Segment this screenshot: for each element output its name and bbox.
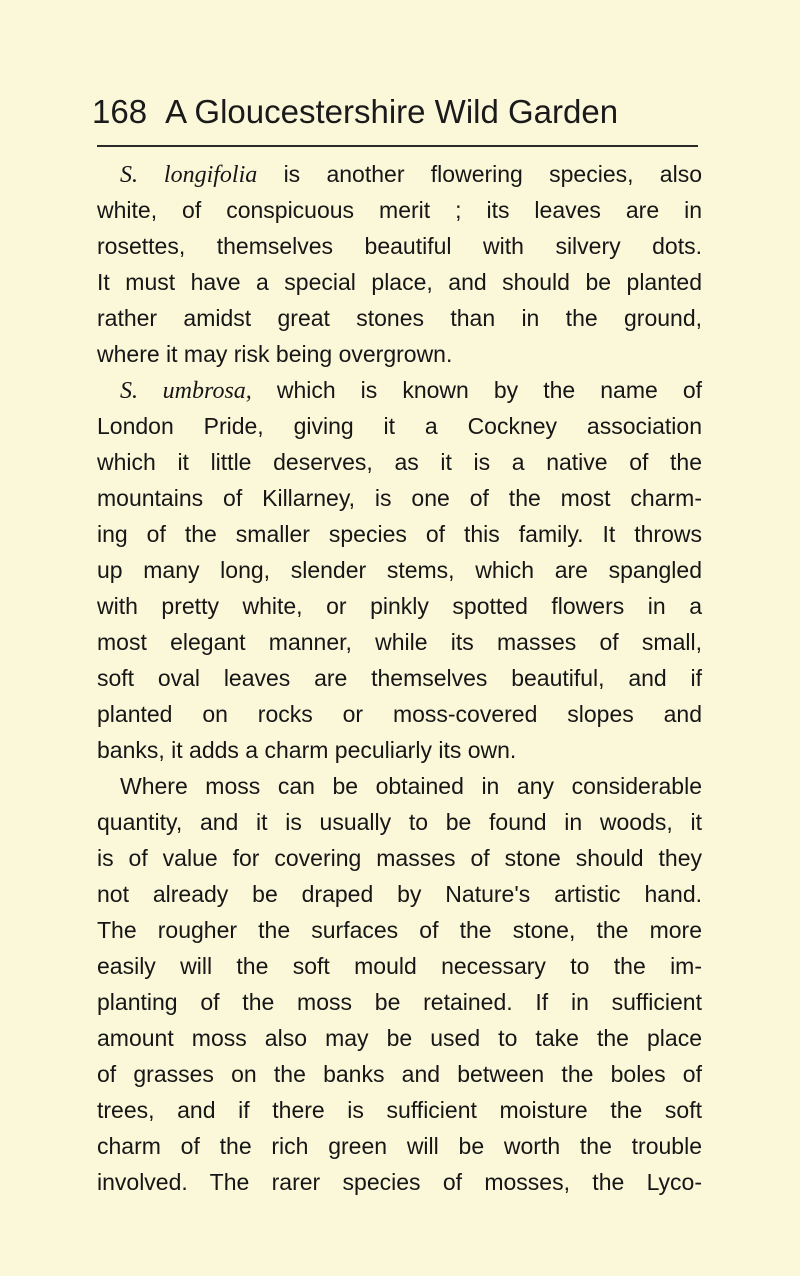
text-line: The rougher the surfaces of the stone, the more: [97, 917, 702, 943]
text-line: is of value for covering masses of stone should they: [97, 845, 702, 871]
text-line: planted on rocks or moss-covered slopes and: [97, 701, 702, 727]
page-number: 168: [92, 93, 148, 130]
text-line: mountains of Killarney, is one of the most charm-: [97, 485, 702, 511]
text-line: Where moss can be obtained in any considerable: [120, 773, 702, 799]
text-line: easily will the soft mould necessary to the im-: [97, 953, 702, 979]
text-line: S. umbrosa, which is known by the name of: [120, 377, 702, 404]
text-line: involved. The rarer species of mosses, the Lyco-: [97, 1169, 702, 1195]
text-line: with pretty white, or pinkly spotted flowers in a: [97, 593, 702, 619]
species-name: S. longifolia: [120, 162, 258, 188]
text-line: quantity, and it is usually to be found in woods, it: [97, 809, 702, 835]
text-line: It must have a special place, and should be planted: [97, 269, 702, 295]
text-line: amount moss also may be used to take the place: [97, 1025, 702, 1051]
text-line: most elegant manner, while its masses of small,: [97, 629, 702, 655]
text-line: soft oval leaves are themselves beautiful, and if: [97, 665, 702, 691]
text-line: S. longifolia is another flowering species, also: [120, 161, 703, 188]
text-line: London Pride, giving it a Cockney association: [97, 413, 702, 439]
text-line: which it little deserves, as it is a native of the: [97, 449, 702, 475]
text-line: white, of conspicuous merit ; its leaves are in: [97, 197, 702, 223]
running-title: A Gloucestershire Wild Garden: [165, 93, 619, 130]
text-line: rather amidst great stones than in the ground,: [97, 305, 702, 331]
text-line: up many long, slender stems, which are spangled: [97, 557, 702, 583]
text-line: not already be draped by Nature's artistic hand.: [97, 881, 702, 907]
body-text: [97, 156, 702, 1200]
text-line: charm of the rich green will be worth the trouble: [97, 1133, 702, 1159]
text-line: rosettes, themselves beautiful with silvery dots.: [97, 233, 702, 259]
text-line: ing of the smaller species of this family. It throws: [97, 521, 702, 547]
text-line: planting of the moss be retained. If in sufficient: [97, 989, 702, 1015]
text-line: trees, and if there is sufficient moisture the soft: [97, 1097, 702, 1123]
header-rule: [97, 145, 698, 147]
running-head: [92, 88, 712, 138]
text-line: where it may risk being overgrown.: [97, 341, 453, 367]
species-name: S. umbrosa,: [120, 378, 252, 404]
text-line: banks, it adds a charm peculiarly its own.: [97, 737, 517, 763]
text-line: of grasses on the banks and between the boles of: [97, 1061, 702, 1087]
